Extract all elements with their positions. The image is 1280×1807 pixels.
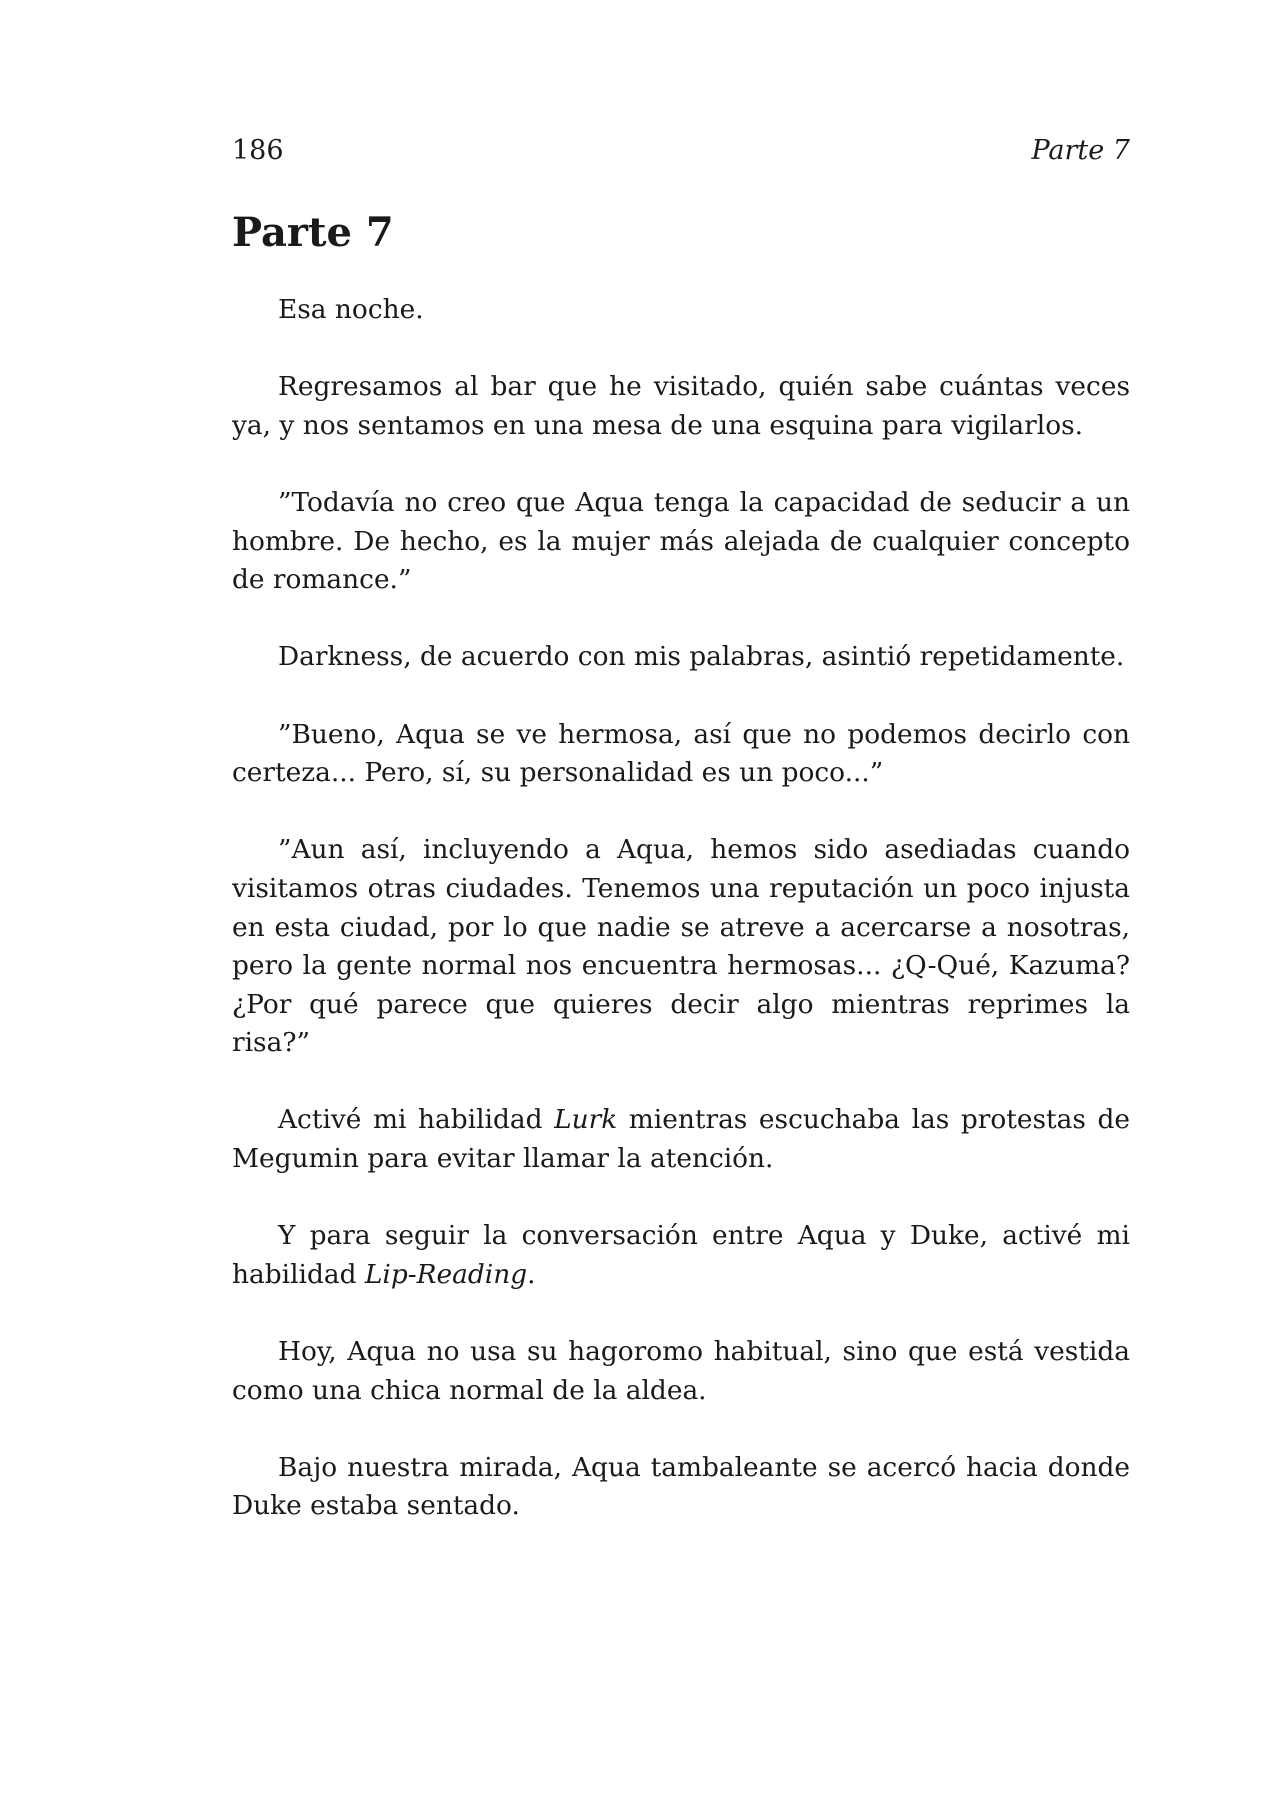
paragraph	[232, 716, 1130, 793]
paragraph-text: Regresamos al bar que he visitado, quién sabe cuántas veces ya, y nos sentamos en una mesa de una esquina para vigilarlos.	[232, 371, 1130, 441]
paragraph-text: mientras escuchaba las protestas de Megumin para evitar llamar la atención.	[232, 1104, 1130, 1175]
paragraph-text: ”Todavía no creo que Aqua tenga la capacidad de seducir a un hombre. De hecho, es la mujer más alejada de cualquier concepto de romance.”	[232, 486, 1130, 596]
paragraph	[232, 1101, 1130, 1178]
page-number: 186	[232, 135, 284, 166]
paragraph-text: Darkness, de acuerdo con mis palabras, asintió repetidamente.	[278, 641, 1125, 673]
running-title: Parte 7	[1031, 135, 1130, 166]
skill-name-lip-reading: Lip-Reading	[364, 1258, 528, 1290]
paragraph	[232, 831, 1130, 1063]
paragraph	[232, 638, 1130, 677]
paragraph	[232, 368, 1130, 445]
paragraph	[232, 1449, 1130, 1526]
paragraph-text: ”Bueno, Aqua se ve hermosa, así que no podemos decirlo con certeza... Pero, sí, su personalidad es un poco...”	[232, 718, 1130, 789]
paragraph-text: .	[527, 1258, 536, 1290]
paragraph-text: Esa noche.	[278, 294, 424, 325]
skill-name-lurk: Lurk	[554, 1104, 618, 1136]
paragraph-text: Y para seguir la conversación entre Aqua y Duke, activé mi habilidad	[232, 1220, 1130, 1290]
paragraph-text: Bajo nuestra mirada, Aqua tambaleante se acercó hacia donde Duke estaba sentado.	[232, 1451, 1130, 1522]
paragraph-text: ”Aun así, incluyendo a Aqua, hemos sido asediadas cuando visitamos otras ciudades. Tenemos una reputación un poco injusta en esta ciudad, por lo que nadie se atreve a acercarse a nosotras, pero la gente normal nos encuentra hermosas... ¿Q-Qué, Kazuma? ¿Por qué parece que quieres decir algo mientras reprimes la risa?”	[232, 834, 1130, 1059]
paragraph	[232, 1333, 1130, 1410]
paragraph	[232, 1217, 1130, 1294]
body-text	[232, 291, 1130, 1526]
paragraph-text: Hoy, Aqua no usa su hagoromo habitual, sino que está vestida como una chica normal de la aldea.	[232, 1336, 1130, 1406]
paragraph	[232, 484, 1130, 600]
paragraph-text: Activé mi habilidad	[278, 1104, 555, 1136]
paragraph	[232, 291, 1130, 330]
section-title: Parte 7	[232, 209, 394, 256]
